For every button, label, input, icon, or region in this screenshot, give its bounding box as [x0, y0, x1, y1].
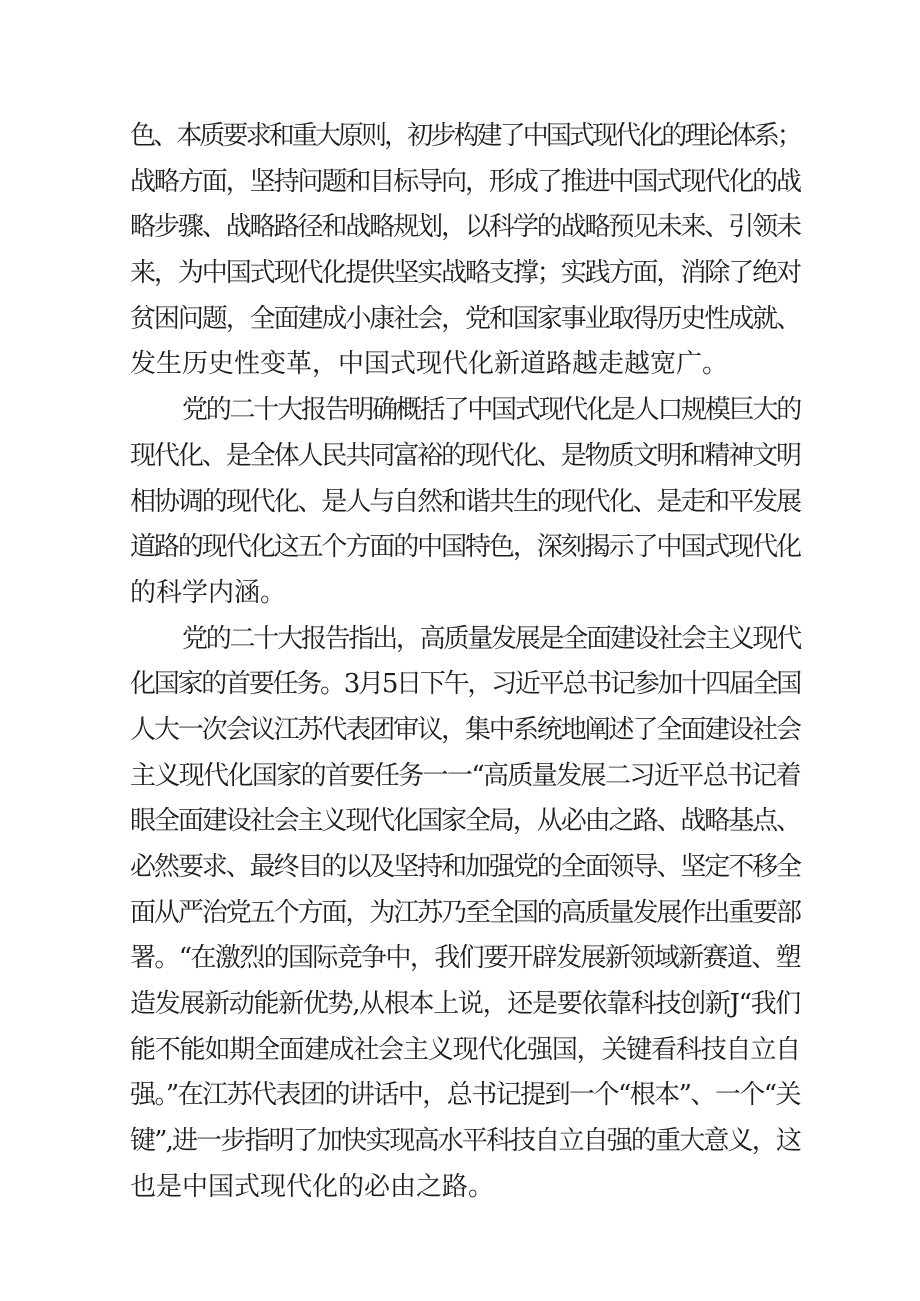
- text-line: 来，为中国式现代化提供坚实战略支撑；实践方面，消除了绝对: [130, 258, 800, 289]
- text-line: 贫困问题，全面建成小康社会，党和国家事业取得历史性成就、: [130, 303, 800, 334]
- text-line: 强。”在江苏代表团的讲话中，总书记提到一个“根本”、一个“关: [130, 1080, 800, 1111]
- text-line: 必然要求、最终目的以及坚持和加强党的全面领导、坚定不移全: [130, 852, 800, 882]
- text-line: 面从严治党五个方面，为江苏乃至全国的高质量发展作出重要部: [130, 897, 800, 928]
- text-line: 能不能如期全面建成社会主义现代化强国，关键看科技自立自: [130, 1034, 800, 1065]
- text-line: 战略方面，坚持问题和目标导向，形成了推进中国式现代化的战: [130, 166, 800, 197]
- text-line: 署。“在激烈的国际竞争中，我们要开辟发展新领域新赛道、塑: [130, 943, 800, 974]
- text-line: 化国家的首要任务。3月5日下午，习近平总书记参加十四届全国: [130, 669, 800, 700]
- text-line: 键”,进一步指明了加快实现高水平科技自立自强的重大意义，这: [130, 1126, 800, 1157]
- text-line: 相协调的现代化、是人与自然和谐共生的现代化、是走和平发展: [130, 486, 800, 517]
- text-line: 的科学内涵。: [130, 577, 287, 608]
- text-line: 发生历史性变革，中国式现代化新道路越走越宽广。: [130, 349, 729, 380]
- paragraph-3: [130, 617, 800, 1211]
- text-line: 眼全面建设社会主义现代化国家全局，从必由之路、战略基点、: [130, 806, 800, 837]
- text-line: 造发展新动能新优势,从根本上说，还是要依靠科技创新J“我们: [130, 989, 800, 1020]
- paragraph-2: [130, 388, 800, 616]
- text-line: 略步骤、战略路径和战略规划，以科学的战略预见未来、引领未: [130, 212, 800, 243]
- text-line: 人大一次会议江苏代表团审议，集中系统地阐述了全面建设社会: [130, 714, 800, 745]
- text-line: 现代化、是全体人民共同富裕的现代化、是物质文明和精神文明: [130, 440, 800, 471]
- paragraph-1: [130, 114, 800, 388]
- text-line: 色、本质要求和重大原则，初步构建了中国式现代化的理论体系；: [130, 121, 800, 151]
- text-line: 主义现代化国家的首要任务一一“高质量发展二习近平总书记着: [130, 760, 800, 791]
- document-body: [130, 114, 800, 1211]
- text-line: 党的二十大报告明确概括了中国式现代化是人口规模巨大的: [182, 395, 800, 426]
- text-line: 也是中国式现代化的必由之路。: [130, 1171, 495, 1202]
- text-line: 道路的现代化这五个方面的中国特色，深刻揭示了中国式现代化: [130, 532, 800, 563]
- text-line: 党的二十大报告指出，高质量发展是全面建设社会主义现代: [182, 623, 800, 654]
